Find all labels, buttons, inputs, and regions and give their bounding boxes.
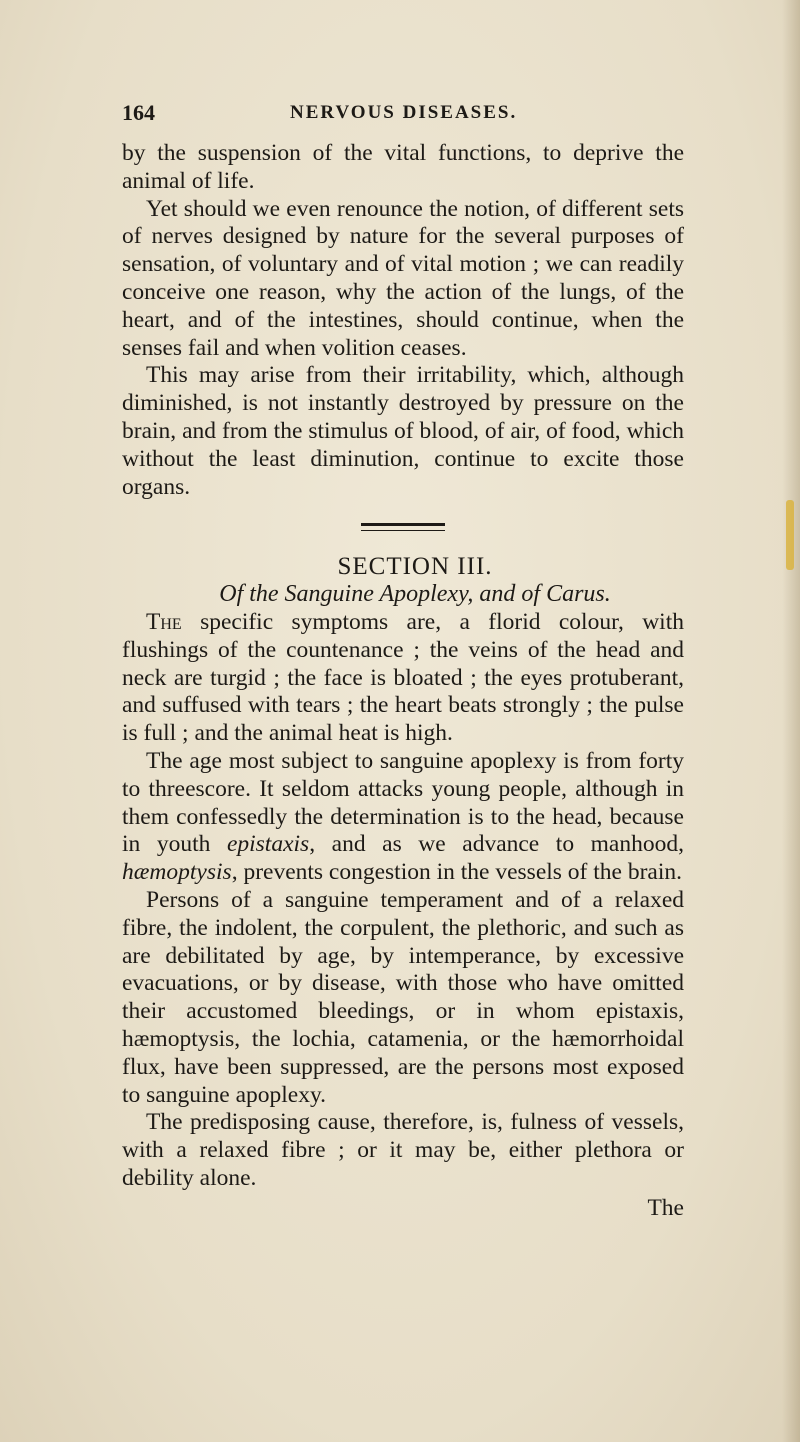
page-edge-shadow	[782, 0, 800, 1442]
paragraph	[122, 748, 684, 887]
italic-term: hæmoptysis	[122, 859, 232, 886]
catchword: The	[647, 1194, 684, 1221]
page-header	[122, 100, 682, 130]
paragraph-text: , and as we advance to manhood,	[309, 831, 684, 858]
paragraph-text: The age most subject to sanguine apoplexy is from forty to threescore. It seldom attacks young people, although in them confessedly the determination is to the head, because in youth	[122, 747, 684, 858]
paragraph: This may arise from their irritability, which, although diminished, is not instantly destroyed by pressure on the brain, and from the stimulus of blood, of air, of food, which without the least diminution, continue to excite those organs.	[122, 362, 684, 500]
paragraph: Yet should we even renounce the notion, of different sets of nerves designed by nature for the several purposes of sensation, of voluntary and of vital motion ; we can readily conceive one reason, why the action of the lungs, of the heart, and of the intestines, should continue, when the senses fail and when volition ceases.	[122, 195, 684, 361]
paragraph-lead-word: The	[146, 608, 182, 635]
paragraph-text: , prevents congestion in the vessels of the brain.	[231, 859, 682, 886]
italic-term: epistaxis	[226, 831, 310, 858]
section-title: SECTION III.	[337, 553, 493, 581]
section-subtitle: Of the Sanguine Apoplexy, and of Carus.	[219, 581, 611, 608]
section-divider	[361, 523, 445, 531]
paragraph-text: specific symptoms are, a florid colour, with flushings of the countenance ; the veins of the head and neck are turgid ; the face is bloated ; the eyes protuberant, and suffused with tears ; the heart beats strongly ; the pulse is full ; and the animal heat is high.	[122, 608, 684, 747]
paragraph: Persons of a sanguine temperament and of a relaxed fibre, the indolent, the corpulent, the plethoric, and such as are debilitated by age, by intemperance, by excessive evacuations, or by disease, with those who have omitted their accustomed bleedings, or in whom epistaxis, hæmoptysis, the lochia, catamenia, or the hæmorrhoidal flux, have been suppressed, are the persons most exposed to sanguine apoplexy.	[122, 886, 684, 1108]
paragraph-continuation: by the suspension of the vital functions, to deprive the animal of life.	[122, 140, 684, 194]
paragraph	[122, 609, 684, 748]
paragraph: The predisposing cause, therefore, is, fulness of vessels, with a relaxed fibre ; or it may be, either plethora or debility alone.	[122, 1109, 684, 1191]
page-body	[122, 140, 684, 1222]
page-number: 164	[122, 100, 155, 125]
margin-stain	[786, 500, 794, 570]
running-title: NERVOUS DISEASES.	[290, 102, 518, 123]
